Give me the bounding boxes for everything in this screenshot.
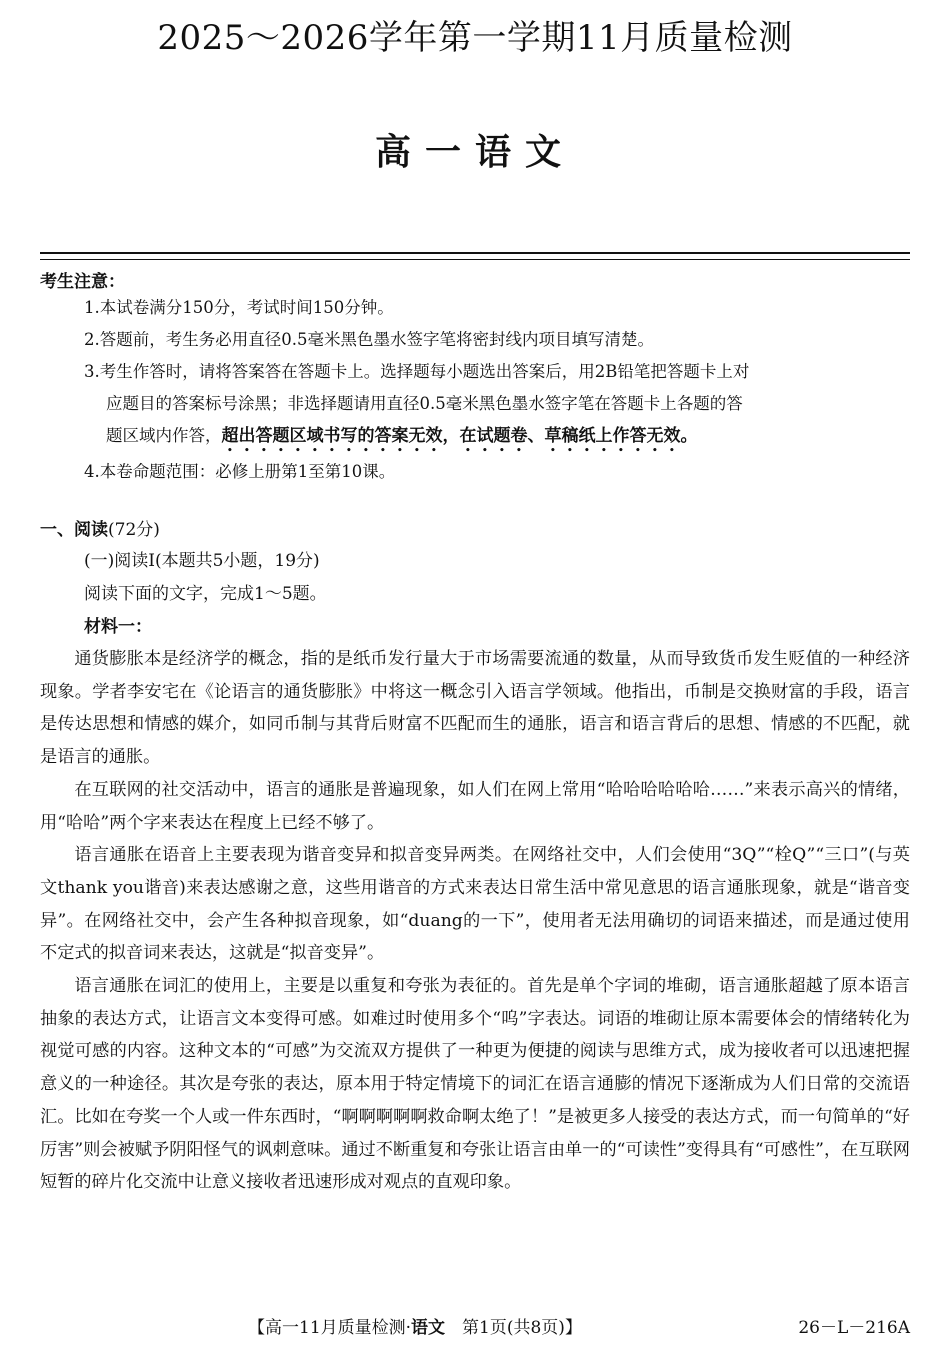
notice-item-3-line-2: 应题目的答案标号涂黑；非选择题请用直径0.5毫米黑色墨水签字笔在答题卡上各题的答 [106,394,743,413]
notice-item-3-line-3 [84,420,912,456]
notice-item-3-plain: 题区域内作答， [106,426,222,445]
footer-page-number: 第1页(共8页) [462,1318,565,1338]
passage-paragraph: 通货膨胀本是经济学的概念，指的是纸币发行量大于市场需要流通的数量，从而导致货币发生贬值的一种经济现象。学者李安宅在《论语言的通货膨胀》中将这一概念引入语言学领域。他指出，币制是交换财富的手段，语言是传达思想和情感的媒介，如同币制与其背后财富不匹配而生的通胀，语言和语言背后的思想、情感的不匹配，就是语言的通胀。 [40,649,910,768]
notice-list [84,292,912,488]
notice-item-3-emphasis: 超出答题区域书写的答案无效，在试题卷、草稿纸上作答无效。 [221,426,698,446]
section-heading-points: (72分) [108,520,160,540]
reading-instruction: 阅读下面的文字，完成1～5题。 [84,584,327,604]
notice-item-1: 1.本试卷满分150分，考试时间150分钟。 [84,298,394,317]
footer-dot: · [405,1318,412,1338]
header-divider [40,252,910,260]
notice-item-3 [84,356,912,456]
footer-bracket-right: 】 [564,1318,582,1338]
reading-part-title: (一)阅读Ⅰ(本题共5小题，19分) [84,551,320,571]
passage-paragraph: 语言通胀在语音上主要表现为谐音变异和拟音变异两类。在网络社交中，人们会使用“3Q”“栓Q”“三口”(与英文thank you谐音)来表达感谢之意，这些用谐音的方式来表达日常生活中常见意思的语言通胀现象，就是“谐音变异”。在网络社交中，会产生各种拟音现象，如“duang的一下”，使用者无法用确切的词语来描述，而是通过使用不定式的拟音词来表达，这就是“拟音变异”。 [40,845,910,964]
exam-title: 2025～2026学年第一学期11月质量检测 [157,18,793,58]
section-heading-bold: 一、阅读 [40,520,108,540]
section-heading [40,515,160,540]
notice-item-4: 4.本卷命题范围：必修上册第1至第10课。 [84,462,396,481]
material-label: 材料一： [84,617,152,637]
footer-subject: 语文 [411,1318,446,1338]
reading-passage [40,643,910,1199]
footer-bracket-left: 【 [248,1318,265,1338]
notice-item-2: 2.答题前，考生务必用直径0.5毫米黑色墨水签字笔将密封线内项目填写清楚。 [84,330,654,349]
footer-code: 26－L－216A [798,1318,910,1338]
section-subheadings [84,545,327,644]
notice-heading: 考生注意： [40,272,125,292]
footer-exam-name: 高一11月质量检测 [265,1318,406,1338]
passage-paragraph: 在互联网的社交活动中，语言的通胀是普遍现象，如人们在网上常用“哈哈哈哈哈哈……”来表示高兴的情绪，用“哈哈”两个字来表达在程度上已经不够了。 [40,779,910,833]
passage-paragraph: 语言通胀在词汇的使用上，主要是以重复和夸张为表征的。首先是单个字词的堆砌，语言通胀超越了原本语言抽象的表达方式，让语言文本变得可感。如难过时使用多个“呜”字表达。词语的堆砌让原本需要体会的情绪转化为视觉可感的内容。这种文本的“可感”为交流双方提供了一种更为便捷的阅读与思维方式，成为接收者可以迅速把握意义的一种途径。其次是夸张的表达，原本用于特定情境下的词汇在语言通膨的情况下逐渐成为人们日常的交流语汇。比如在夸奖一个人或一件东西时，“啊啊啊啊啊救命啊太绝了！”是被更多人接受的表达方式，而一句简单的“好厉害”则会被赋予阴阳怪气的讽刺意味。通过不断重复和夸张让语言由单一的“可读性”变得具有“可感性”，在互联网短暂的碎片化交流中让意义接收者迅速形成对观点的直观印象。 [40,976,910,1193]
subject-title: 高一语文 [374,132,575,173]
footer-info [248,1313,582,1338]
notice-item-3-line-1: 3.考生作答时，请将答案答在答题卡上。选择题每小题选出答案后，用2B铅笔把答题卡上对 [84,362,750,381]
